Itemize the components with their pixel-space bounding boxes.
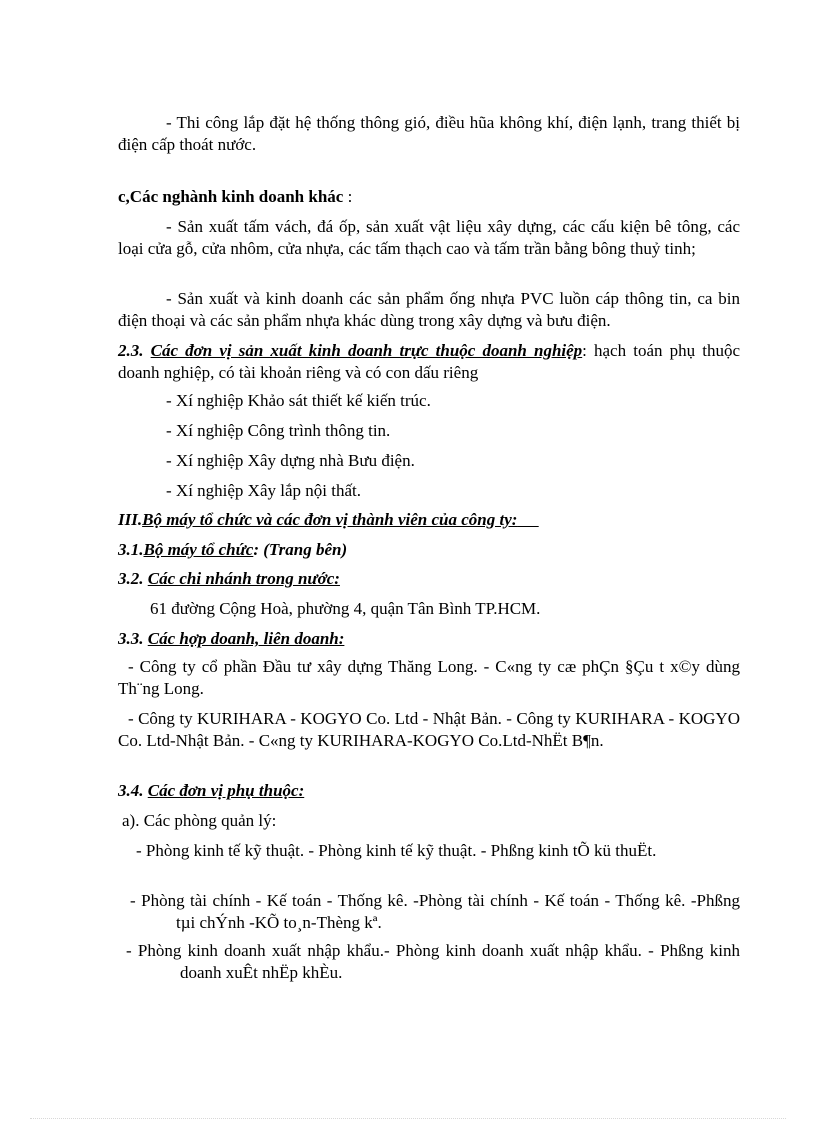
section-3-2-number: 3.2. <box>118 569 144 588</box>
section-3-number: III. <box>118 510 143 529</box>
section-3 <box>118 509 740 531</box>
section-3-1-title: Bộ máy tổ chức <box>143 540 254 559</box>
section-3-4-title: Các đơn vị phụ thuộc: <box>147 781 305 800</box>
list-item-xi-nghiep-1: - Xí nghiệp Khảo sát thiết kế kiến trúc. <box>166 391 431 410</box>
heading-c-colon: : <box>343 187 353 206</box>
section-3-3-number: 3.3. <box>118 629 144 648</box>
section-2-3 <box>118 340 740 384</box>
list-item-xi-nghiep-2: - Xí nghiệp Công trình thông tin. <box>166 421 391 440</box>
section-3-1-text: : (Trang bên) <box>253 540 348 559</box>
section-3-3 <box>118 628 740 650</box>
section-3-underline-tail <box>517 510 538 529</box>
section-3-1 <box>118 539 740 561</box>
phong-item-3: - Phòng kinh doanh xuất nhập khẩu.- Phòng kinh doanh xuất nhập khẩu. - Phßng kinh doanh xuÊt nhËp khÈu. <box>126 941 740 982</box>
section-3-3-title: Các hợp doanh, liên doanh: <box>147 629 345 648</box>
lien-doanh-item-2: - Công ty KURIHARA - KOGYO Co. Ltd - Nhật Bản. - Công ty KURIHARA - KOGYO Co. Ltd-Nhật Bản. - C«ng ty KURIHARA-KOGYO Co.Ltd-NhËt B¶n. <box>118 709 740 750</box>
list-item-xi-nghiep-3: - Xí nghiệp Xây dựng nhà Bưu điện. <box>166 451 415 470</box>
heading-c <box>118 186 740 208</box>
phong-quan-ly-heading: a). Các phòng quản lý: <box>122 811 277 830</box>
heading-c-title: c,Các nghành kinh doanh khác <box>118 187 344 206</box>
section-3-4 <box>118 780 740 802</box>
paragraph-san-xuat-2: - Sản xuất và kinh doanh các sản phẩm ống nhựa PVC luồn cáp thông tin, ca bin điện thoại và các sản phẩm nhựa khác dùng trong xây dựng và bưu điện. <box>118 289 740 330</box>
section-2-3-text: : hạch toán phụ thuộc doanh nghiệp, có tài khoản riêng và có con dấu riêng <box>118 341 740 382</box>
section-3-2-title: Các chi nhánh trong nước: <box>147 569 340 588</box>
address-text: 61 đường Cộng Hoà, phường 4, quận Tân Bình TP.HCM. <box>150 599 541 618</box>
paragraph-thi-cong: - Thi công lắp đặt hệ thống thông gió, điều hũa không khí, điện lạnh, trang thiết bị điện cấp thoát nước. <box>118 113 740 154</box>
section-3-4-number: 3.4. <box>118 781 144 800</box>
section-3-title: Bộ máy tổ chức và các đơn vị thành viên của công ty: <box>142 510 518 529</box>
lien-doanh-item-1: - Công ty cổ phần Đầu tư xây dựng Thăng Long. - C«ng ty cæ phÇn §Çu t x©y dùng Th¨ng Long. <box>118 657 740 698</box>
phong-item-1: - Phòng kinh tế kỹ thuật. - Phòng kinh tế kỹ thuật. - Phßng kinh tÕ kü thuËt. <box>136 841 657 860</box>
phong-item-2: - Phòng tài chính - Kế toán - Thống kê. -Phòng tài chính - Kế toán - Thống kê. -Phßng tµi chÝnh -KÕ to¸n-Thèng kª. <box>130 891 740 932</box>
section-2-3-title: Các đơn vị sản xuất kinh doanh trực thuộc doanh nghiệp <box>150 341 583 360</box>
list-item-xi-nghiep-4: - Xí nghiệp Xây lắp nội thất. <box>166 481 361 500</box>
paragraph-san-xuat-1: - Sản xuất tấm vách, đá ốp, sản xuất vật liệu xây dựng, các cấu kiện bê tông, các loại cửa gỗ, cửa nhôm, cửa nhựa, các tấm thạch cao và tấm trần bằng bông thuỷ tinh; <box>118 217 740 258</box>
section-3-1-number: 3.1. <box>118 540 144 559</box>
section-2-3-number: 2.3. <box>118 341 144 360</box>
page-bottom-border <box>30 1118 786 1119</box>
section-3-2 <box>118 568 740 590</box>
